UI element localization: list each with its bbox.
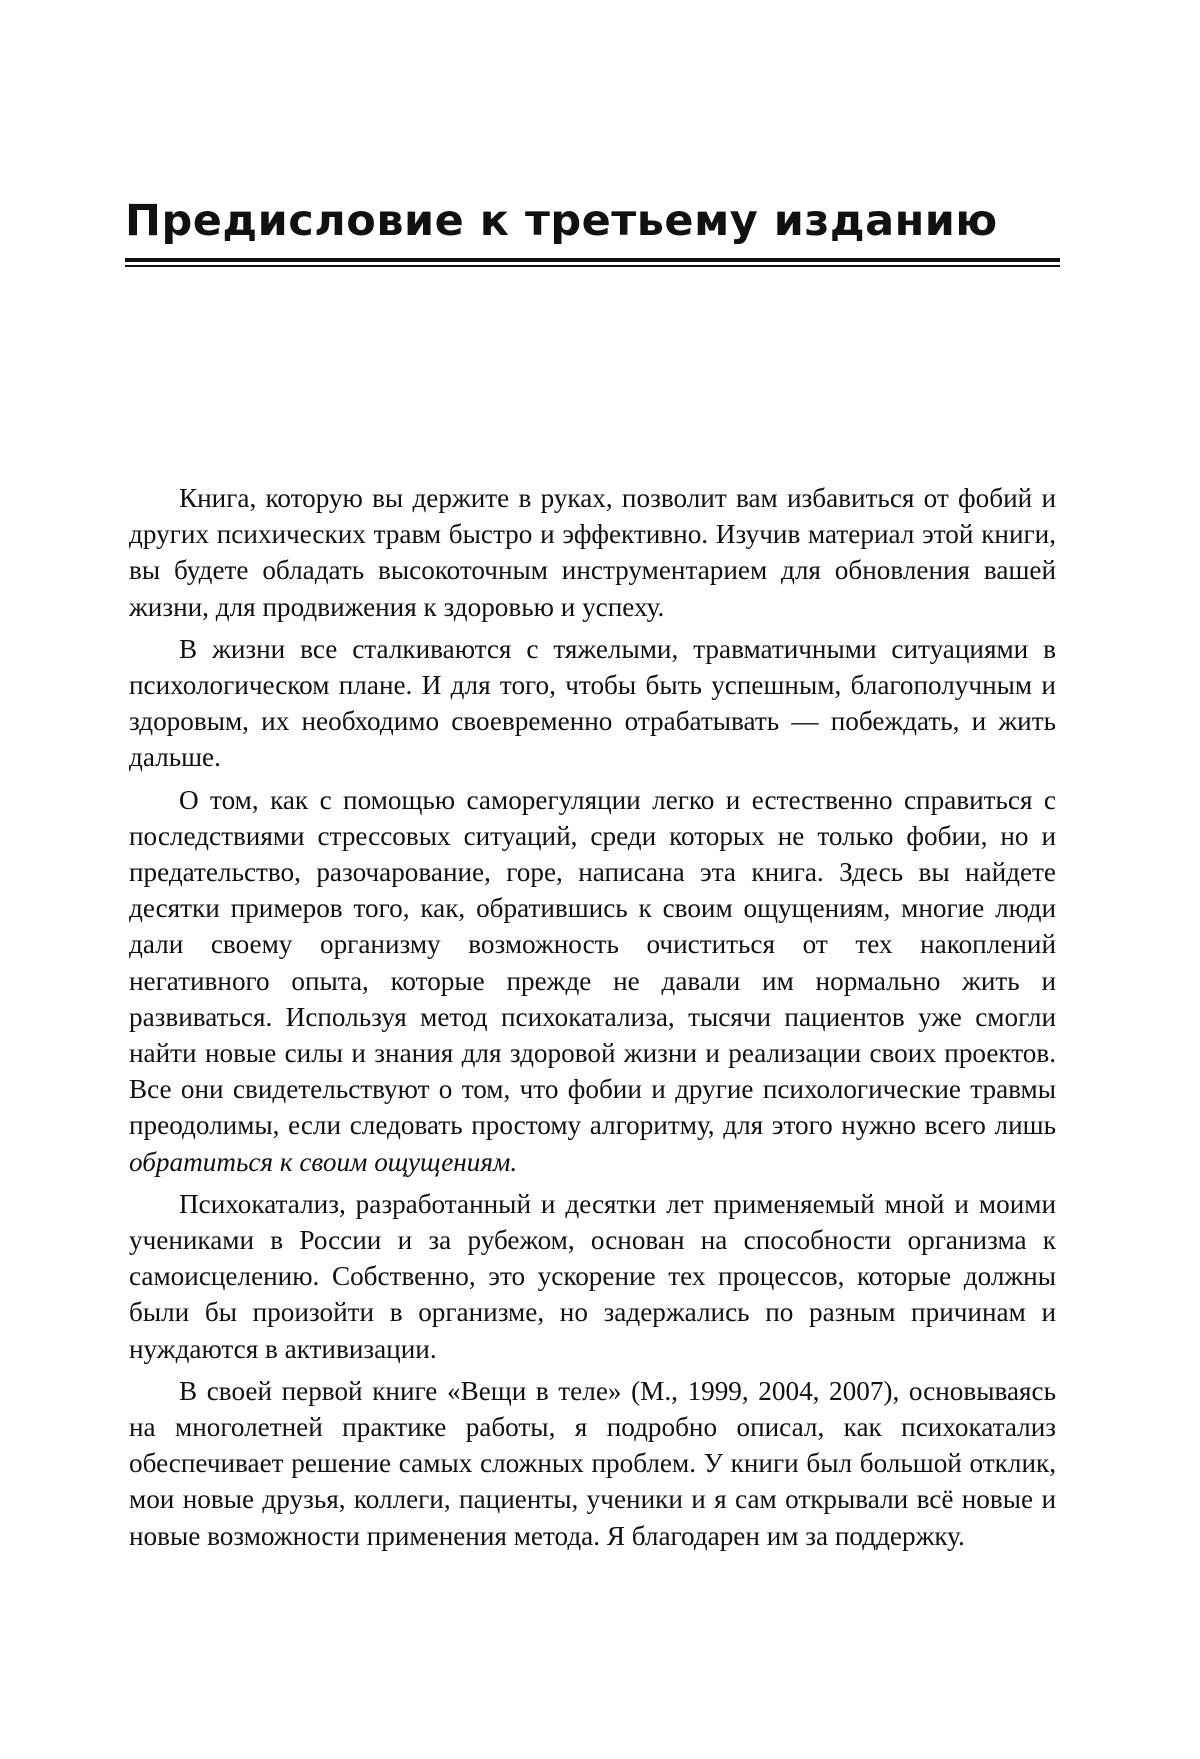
paragraph-3-emphasis: обра­титься к своим ощущениям.	[129, 1147, 517, 1177]
paragraph-3-text: О том, как с помощью саморегуляции легко и естественно спра­виться с последствиями стрессовых ситуаций, среди которых не толь­ко фобии, но и предательство, разочарование, горе, написана эта книга. Здесь вы найдете десятки примеров того, как, обратившись к своим ощущениям, многие люди дали своему организму возможность очиститься от тех накоплений негативного опыта, которые прежде не давали им нормально жить и развиваться. Используя метод психока­тализа, тысячи пациентов уже смогли найти новые силы и знания для здоровой жизни и реализации своих проектов. Все они свидетельству­ют о том, что фобии и другие психологические травмы преодолимы, если следовать простому алгоритму, для этого нужно всего лишь	[129, 785, 1056, 1141]
paragraph-5	[129, 1373, 1056, 1554]
paragraph-1	[129, 480, 1056, 625]
paragraph-3	[129, 782, 1056, 1180]
paragraph-4	[129, 1186, 1056, 1367]
paragraph-2-text: В жизни все сталкиваются с тяжелыми, травматичными ситуа­циями в психологическом плане. И для того, чтобы быть успешным, благополучным и здоровым, их необходимо своевременно отрабаты­вать — побеждать, и жить дальше.	[129, 634, 1056, 773]
page-title: Предисловие к третьему изданию	[125, 196, 998, 246]
title-underline-thin	[125, 265, 1060, 267]
paragraph-5-text: В своей первой книге «Вещи в теле» (М., 1999, 2004, 2007), осно­вываясь на многолетней практике работы, я подробно описал, как психокатализ обеспечивает решение самых сложных проблем. У кни­ги был большой отклик, мои новые друзья, коллеги, пациенты, уче­ники и я сам открывали всё новые и новые возможности применения метода. Я благодарен им за поддержку.	[129, 1376, 1056, 1551]
book-page	[0, 0, 1200, 1759]
paragraph-1-text: Книга, которую вы держите в руках, позволит вам избавиться от фобий и других психических травм быстро и эффективно. Изучив ма­териал этой книги, вы будете обладать высокоточным инструмента­рием для обновления вашей жизни, для продвижения к здоровью и успеху.	[129, 483, 1056, 622]
paragraph-2	[129, 631, 1056, 776]
title-underline-thick	[125, 258, 1060, 262]
body-text	[129, 480, 1056, 1560]
paragraph-4-text: Психокатализ, разработанный и десятки лет применяемый мной и моими учениками в России и за рубежом, основан на способности организма к самоисцелению. Собственно, это ускорение тех процес­сов, которые должны были бы произойти в организме, но задержа­лись по разным причинам и нуждаются в активизации.	[129, 1189, 1056, 1364]
